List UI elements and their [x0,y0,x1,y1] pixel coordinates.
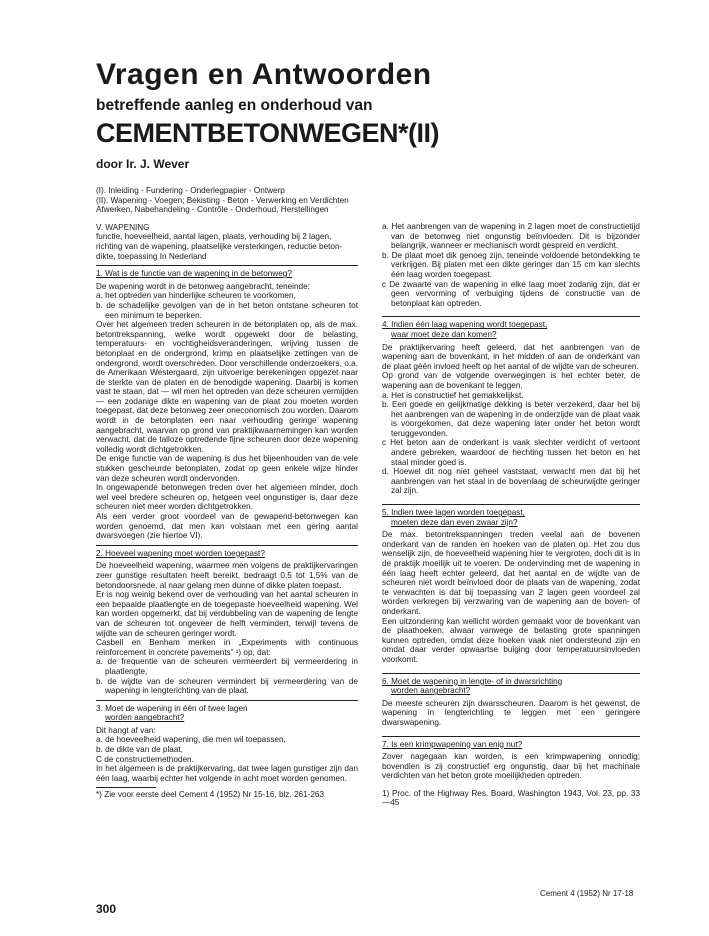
list-item: b. Een goede en gelijkmatige dekking is beter verzekerd, daar het bij het aanbrengen van de wapening in de onderzijde van de plaat vaak is voorgekomen, dat deze wapening later onder het beton wordt teruggevonden. [382,400,640,438]
paragraph: De praktijkervaring heeft geleerd, dat het aanbrengen van de wapening aan de bovenkant, in het midden of aan de onderkant van de plaat géén invloed heeft op het aantal of de wijdte van de scheuren. [382,342,640,371]
paragraph: De wapening wordt in de betonweg aangebracht, teneinde: [96,281,310,291]
list-item: a. de frequentie van de scheuren vermeerdert bij vermeerdering in plaatlengte, [96,657,358,676]
list-item: a. Het aanbrengen van de wapening in 2 lagen moet de constructietijd van de betonweg niet ongunstig beïnvloeden. Dit is bijzonder belangrijk, wanneer er mechanisch wordt gespreid en verdicht. [382,222,640,251]
list-item: c De zwaarte van de wapening in elke laag moet zodanig zijn, dat er geen vervorming of verbuiging tijdens de constructie van de betonplaat kan optreden. [382,279,640,308]
question-4-heading-cont: waar moet deze dan komen? [391,329,497,339]
author: door Ir. J. Wever [96,157,190,171]
paragraph: Dit hangt af van: [96,725,156,735]
question-3-heading-cont: worden aangebracht? [105,713,185,723]
paragraph: Er is nog weinig bekend over de verhouding van het aantal scheuren in een bepaalde plaatlengte en de toegepaste hoeveelheid wapening. Wel kan worden opgemerkt, dat bij verdubbeling van de wapening de lengte van de scheuren tot ongeveer de helft vermindert, terwijl tevens de wijdte van de scheuren geringer wordt. [96,590,358,638]
paragraph: De meeste scheuren zijn dwarsscheuren. Daarom is het gewenst, de wapening in lengterichting te leggen met een geringere dwarswapening. [382,698,640,727]
reference: 1) Proc. of the Highway Res. Board, Washington 1943, Vol. 23, pp. 33—45 [382,788,640,808]
page-number: 300 [96,902,117,916]
toc-line: Afwerken, Nabehandeling - Contrôle - Onderhoud, Herstellingen [96,205,329,215]
toc-line: (II). Wapening - Voegen; Bekisting - Beton - Verwerking en Verdichten [96,195,349,205]
footnote: *) Zie voor eerste deel Cement 4 (1952) Nr 15-16, blz. 261-263 [96,790,325,800]
list-item: a. de hoeveelheid wapening, die men wil toepassen, [96,735,286,745]
question-3 [96,700,358,723]
question-5-heading-cont: moeten deze dan even zwaar zijn? [391,517,518,527]
question-5-heading: 5. Indien twee lagen worden toegepast, [382,508,525,518]
paragraph: Over het algemeen treden scheuren in de betonplaten op, als de max. betontrekspanning, welke wordt opgewekt door de belasting, temperatuurs- en vochtigheidsveranderingen, wrijving tussen de betonplaat en de ondergrond, krimp en plaatselijke zettingen van de ondergrond, wordt overschreden. Door verschillende onderzoekers, o.a. de Amerikaan Westergaard, zijn uitvoerige berekeningen opgezet naar de sterkte van de platen en de benodigde wapening. Daarbij is komen vast te staan, dat — wil men het optreden van deze scheuren vermijden — een zodanige dikte en wapening van de plaat zou moeten worden toegepast, dat deze betonweg zeer oneconomisch zou worden. Daarom wordt in de betonplaten een naar verhouding geringe wapening aangebracht, waarvan op grond van praktijkwaarnemingen kan worden verwacht, dat de talloze optredende fijne scheuren door deze wapening volledig wordt dichtgetrokken. [96,320,358,454]
paragraph: Zover nagegaan kan worden, is een krimpwapening onnodig; bovendien is zij constructief erg ongunstig, daar bij het machinale verdichten van het beton grote moeilijkheden optreden. [382,752,640,781]
section-text-line: functie, hoeveelheid, aantal lagen, plaats, verhouding bij 2 lagen, [96,232,332,242]
paragraph: In ongewapende betonwegen treden over het algemeen minder, doch wel veel bredere scheuren op, hetgeen veel ongunstiger is, daar deze scheuren niet meer worden dichtgetrokken. [96,483,358,512]
list-item: C de constructiemethoden. [96,754,194,764]
paragraph: Een uitzondering kan wellicht worden gemaakt voor de bovenkant van de plaathoeken, alwaar vanwege de belasting grote spanningen kunnen optreden, omdat deze hoeken vaak niet ondersteund zijn en omdat daar verder opwaartse buiging door temperatuursinvloeden voorkomt. [382,616,640,664]
question-2 [96,545,358,559]
paragraph: De max. betontrekspanningen treden veelal aan de bovenen onderkant van de randen en hoeken van de platen op. Het zou dus wenselijk zijn, de hoeveelheid wapening hier te vergroten, doch dit is in de praktijk moeilijk uit te voeren. De ondervinding met de wapening in één laag heeft echter geleerd, dat het aantal en de wijdte van de scheuren niet wordt beïnvloed door de plaats van de wapening, zodat te verwachten is dat bij toepassing van 2 lagen geen voordeel zal worden verkregen bij verzwaring van de wapening aan de boven- of onderkant. [382,530,640,616]
article-main-title: CEMENTBETONWEGEN*(II) [96,118,440,148]
question-2-heading: 2. Hoeveel wapening moet worden toegepast? [96,548,265,558]
list-item: b. de dikte van de plaat, [96,745,183,755]
paragraph: De enige functie van de wapening is dus het bijeenhouden van de vele stukken gescheurde betonplaten, zodat op geen enkele wijze hinder van deze scheuren wordt ondervonden. [96,454,358,483]
toc-line: (I). Inleiding - Fundering - Onderlegpapier - Ontwerp [96,186,285,195]
article-subtitle: betreffende aanleg en onderhoud van [96,97,373,114]
question-6 [382,673,640,696]
list-item: c Het beton aan de onderkant is vaak slechter verdicht of vertoont andere gebreken, waardoor de hechting tussen het beton en het staal minder goed is. [382,438,640,467]
list-item: b. de wijdte van de scheuren vermindert bij vermeerdering van de wapening in lengterichting van de plaat. [96,676,358,696]
left-column [96,186,358,800]
section-text-line: dikte, toepassing In Nederland [96,251,207,261]
journal-reference: Cement 4 (1952) Nr 17-18 [540,889,634,898]
question-7 [382,736,640,750]
section-text-line: richting van de wapening, plaatselijke versterkingen, reductie beton- [96,241,343,251]
question-3-heading: 3. Moet de wapening in één of twee lagen [96,703,248,713]
question-5 [382,504,640,527]
list-item: a. Het is constructief het gemakkelijkst. [382,390,524,400]
list-item: b. de schadelijke gevolgen van de in het beton ontstane scheuren tot een minimum te beperken. [96,300,358,320]
question-4 [382,316,640,339]
paragraph: Casbell en Benham merken in „Experiments with continuous reinforcement in concrete pavements” ¹) op, dat: [96,638,358,657]
list-item: a. het optreden van hinderlijke scheuren te voorkomen, [96,291,296,301]
paragraph: In het algemeen is de praktijkervaring, dat twee lagen gunstiger zijn dan één laag, waarbij echter het volgende in acht moet worden genomen. [96,764,358,783]
question-1-heading: 1. Wat is de functie van de wapening in de betonweg? [96,269,292,279]
question-7-heading: 7. Is een krimpwapening van enig nut? [382,739,523,749]
list-item: b. De plaat moet dik genoeg zijn, teneinde voldoende betondekking te verkrijgen. Bij platen met een dikte geringer dan 15 cm kan slechts één laag worden toegepast. [382,250,640,279]
paragraph: Als een verder groot voordeel van de gewapend-betonwegen kan worden genoemd, dat men kan volstaan met een gering aantal dwarsvoegen (zie hiertoe VI). [96,512,358,541]
paragraph: Op grond van de volgende overwegingen is het echter beter, de wapening aan de bovenkant te leggen. [382,371,640,390]
question-4-heading: 4. Indien één laag wapening wordt toegepast, [382,320,548,330]
question-6-heading-cont: worden aangebracht? [391,686,471,696]
article-title: Vragen en Antwoorden [96,58,432,91]
question-6-heading: 6. Moet de wapening in lengte- of in dwarsrichting [382,676,563,686]
list-item: d. Hoewel dit nog niet geheel vaststaat, verwacht men dat bij het aanbrengen van het staal in de bovenlaag de scheurwijdte geringer zal zijn. [382,467,640,496]
section-title: V. WAPENING [96,222,150,232]
question-1 [96,265,358,279]
right-column [382,222,640,808]
paragraph: De hoeveelheid wapening, waarmee men volgens de praktijkervaringen zeer gunstige resultaten heeft bereikt, bedraagt 0,5 tot 1,5% van de betondoorsnede, al naar gelang men dunne of dikke platen toepast. [96,561,358,590]
